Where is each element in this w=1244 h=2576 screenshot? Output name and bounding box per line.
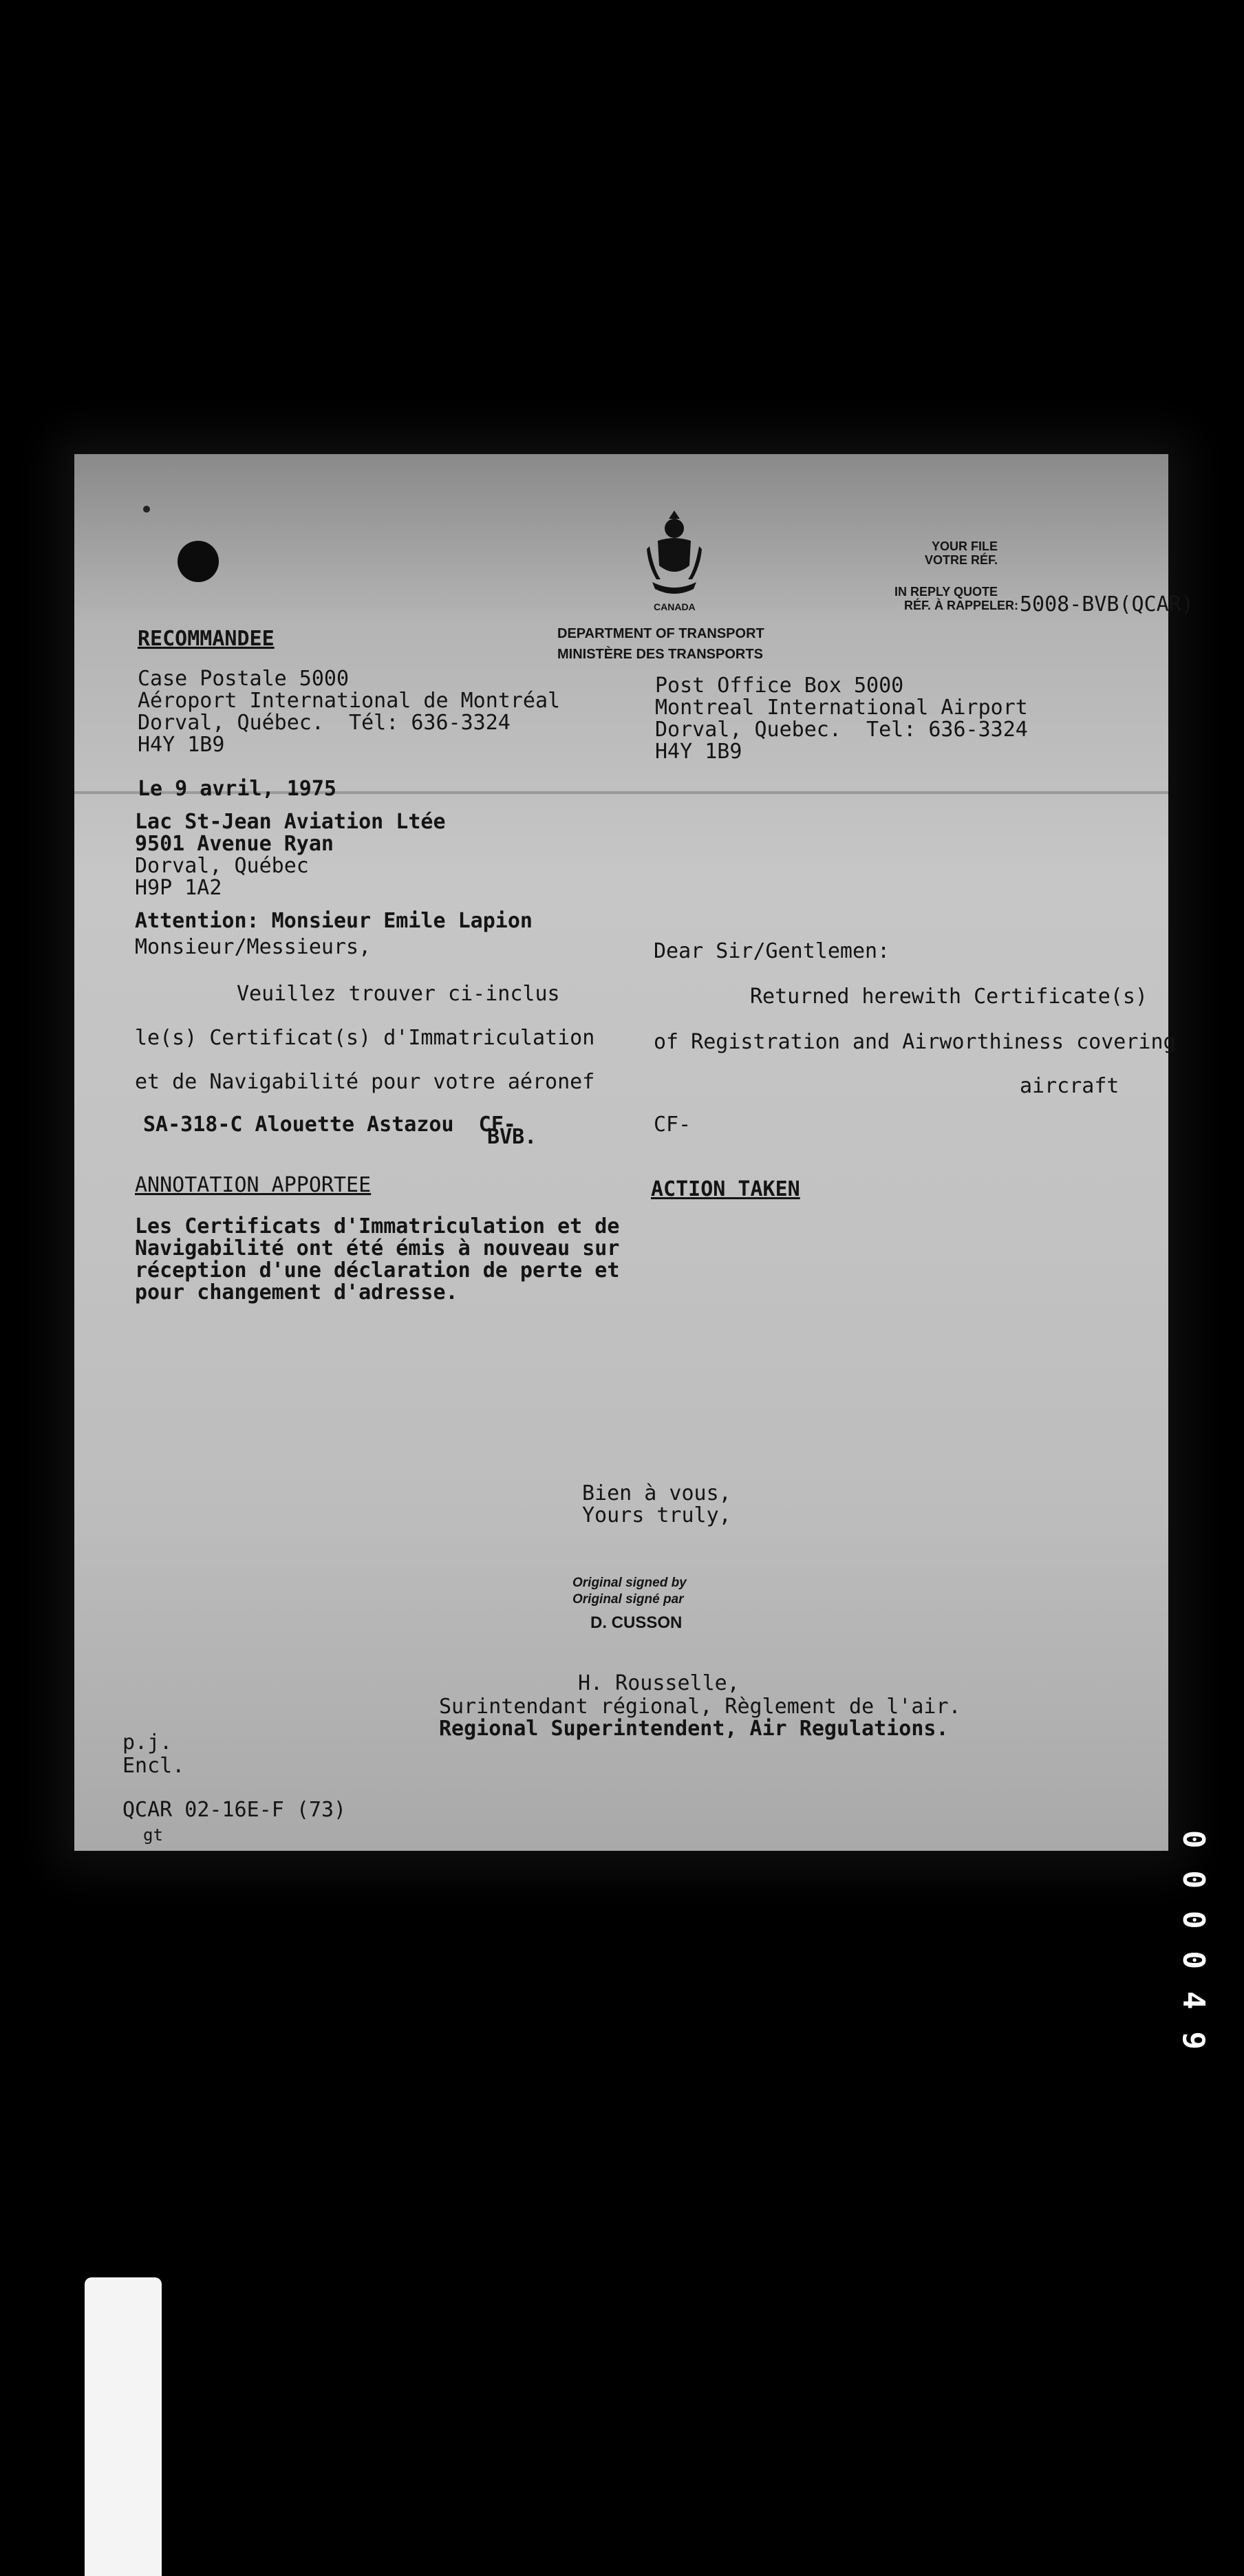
signature-stamp-line3: D. CUSSON (590, 1613, 683, 1632)
aircraft-registration-suffix: BVB. (487, 1125, 537, 1149)
signature-stamp-line2: Original signé par (572, 1592, 684, 1607)
microfilm-frame-number: 000049 (1176, 1830, 1211, 2072)
crest-country-label: CANADA (654, 601, 696, 612)
annotation-line1: Les Certificats d'Immatriculation et de (135, 1214, 620, 1238)
right-address-line3: Dorval, Quebec. Tel: 636-3324 (655, 718, 1028, 742)
signatory-title-en: Regional Superintendent, Air Regulations. (439, 1717, 949, 1741)
closing-fr: Bien à vous, (582, 1481, 731, 1505)
french-body-line2: le(s) Certificat(s) d'Immatriculation (135, 1026, 595, 1050)
signatory-name: H. Rousselle, (578, 1671, 740, 1695)
letter-date: Le 9 avril, 1975 (138, 777, 336, 801)
right-address-line4: H4Y 1B9 (655, 740, 742, 764)
your-file-label: YOUR FILE (931, 539, 998, 553)
closing-en: Yours truly, (582, 1503, 731, 1527)
annotation-line4: pour changement d'adresse. (135, 1280, 458, 1305)
annotation-line3: réception d'une déclaration de perte et (135, 1258, 620, 1282)
file-reference: 5008-BVB(QCAR) (1020, 592, 1194, 616)
french-body-line3: et de Navigabilité pour votre aéronef (135, 1070, 595, 1094)
annotation-line2: Navigabilité ont été émis à nouveau sur (135, 1236, 620, 1260)
french-body-line1: Veuillez trouver ci-inclus (237, 982, 560, 1006)
smudge-mark (143, 506, 150, 513)
english-body-line1: Returned herewith Certificate(s) (750, 985, 1148, 1009)
registered-heading: RECOMMANDEE (138, 627, 275, 651)
dept-name-fr: MINISTÈRE DES TRANSPORTS (557, 647, 763, 662)
footer-encl: Encl. (122, 1754, 185, 1778)
english-body-line2: of Registration and Airworthiness covering (654, 1030, 1176, 1054)
signatory-title-fr: Surintendant régional, Règlement de l'air. (439, 1695, 961, 1719)
ref-rappeler-label: RÉF. À RAPPELER: (903, 599, 1018, 612)
signature-stamp-line1: Original signed by (572, 1576, 687, 1590)
right-address-line1: Post Office Box 5000 (655, 674, 904, 698)
dept-name-en: DEPARTMENT OF TRANSPORT (557, 626, 764, 641)
french-salutation: Monsieur/Messieurs, (135, 935, 372, 959)
recipient-line3: Dorval, Québec (135, 854, 309, 878)
annotation-heading: ANNOTATION APPORTEE (135, 1173, 372, 1197)
left-address-line3: Dorval, Québec. Tél: 636-3324 (138, 711, 511, 735)
left-address-line4: H4Y 1B9 (138, 733, 225, 757)
in-reply-label: IN REPLY QUOTE (894, 585, 998, 599)
footer-initials: gt (143, 1825, 163, 1845)
film-leader-strip (85, 2277, 162, 2576)
canada-coat-of-arms-icon (647, 511, 702, 600)
punch-hole-mark (178, 541, 219, 582)
footer-pj: p.j. (122, 1730, 173, 1754)
recipient-line4: H9P 1A2 (135, 876, 222, 900)
recipient-line2: 9501 Avenue Ryan (135, 832, 334, 856)
right-address-line2: Montreal International Airport (655, 696, 1028, 720)
english-aircraft-prefix: CF- (654, 1113, 691, 1137)
action-taken-heading: ACTION TAKEN (651, 1177, 800, 1201)
recipient-line1: Lac St-Jean Aviation Ltée (135, 810, 446, 834)
english-body-line3: aircraft (1020, 1074, 1119, 1098)
english-salutation: Dear Sir/Gentlemen: (654, 939, 890, 963)
footer-form-number: QCAR 02-16E-F (73) (122, 1798, 347, 1822)
left-address-line2: Aéroport International de Montréal (138, 689, 561, 713)
attention-line: Attention: Monsieur Emile Lapion (135, 909, 533, 933)
votre-ref-label: VOTRE RÉF. (924, 553, 998, 567)
left-address-line1: Case Postale 5000 (138, 667, 350, 691)
aircraft-type-line: SA-318-C Alouette Astazou CF- (143, 1113, 516, 1137)
